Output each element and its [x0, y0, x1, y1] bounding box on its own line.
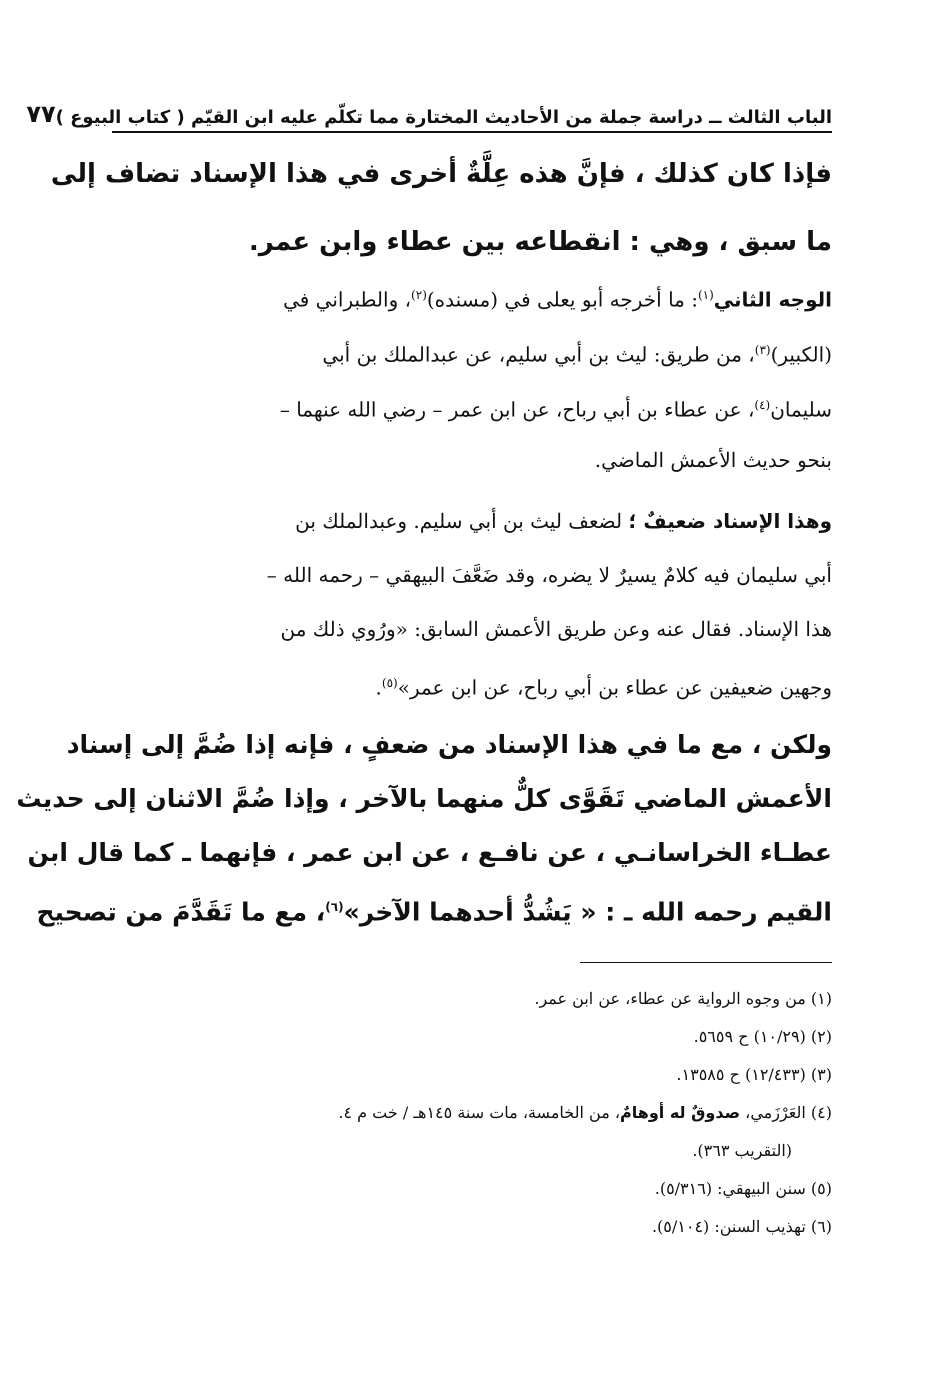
footnote-ref[interactable]: (١): [697, 288, 714, 302]
grading-term: صدوقٌ له أوهامٌ: [620, 1103, 741, 1122]
text-run: ، مع ما تَقَدَّمَ من تصحيح: [36, 897, 326, 927]
page-number: ٧٧: [26, 100, 56, 128]
footnote-ref[interactable]: (٤): [754, 398, 771, 412]
paragraph-line: [120, 268, 832, 323]
text-run: سليمان: [770, 397, 832, 422]
footnote-ref[interactable]: (٢): [411, 288, 427, 302]
text-run: : ما أخرجه أبو يعلى في (مسنده): [426, 287, 698, 312]
text-run: ، عن عطاء بن أبي رباح، عن ابن عمر – رضي الله عنهما –: [279, 397, 755, 422]
paragraph-line: أبي سليمان فيه كلامٌ يسيرٌ لا يضره، وقد ضَعَّفَ البيهقي – رحمه الله –: [266, 563, 832, 587]
footnote-ref[interactable]: (٣): [754, 343, 771, 357]
paragraph-line: [120, 323, 832, 378]
header-title: الباب الثالث ــ دراسة جملة من الأحاديث المختارة مما تكلّم عليه ابن القيّم ( كتاب البيوع ): [55, 107, 832, 128]
paragraph-line: فإذا كان كذلك ، فإنَّ هذه عِلَّةٌ أخرى في هذا الإسناد تضاف إلى: [50, 159, 832, 189]
footnote-separator: [580, 962, 832, 963]
text-run: ، والطبراني في: [283, 287, 412, 312]
paragraph-line: [120, 494, 832, 548]
lead-heading: وهذا الإسناد ضعيفٌ ؛: [628, 509, 832, 533]
footnote-4: [120, 1094, 832, 1132]
footnote-ref[interactable]: (٦): [325, 900, 344, 914]
footnote-6: (٦) تهذيب السنن: (٥/١٠٤).: [651, 1217, 832, 1236]
paragraph-line: ولكن ، مع ما في هذا الإسناد من ضعفٍ ، فإنه إذا ضُمَّ إلى إسناد: [66, 730, 832, 759]
text-run: لضعف ليث بن أبي سليم. وعبدالملك بن: [295, 509, 629, 533]
paragraph-line: عطـاء الخراسانـي ، عن نافـع ، عن ابن عمر ، فإنهما ـ كما قال ابن: [27, 838, 832, 867]
paragraph-conclusion: [50, 140, 832, 276]
paragraph-line: الأعمش الماضي تَقَوَّى كلٌّ منهما بالآخر ، وإذا ضُمَّ الاثنان إلى حديث: [16, 784, 832, 813]
text-run: ، من طريق: ليث بن أبي سليم، عن عبدالملك بن أبي: [322, 342, 755, 367]
header-rule: [112, 131, 832, 133]
paragraph-line: ما سبق ، وهي : انقطاعه بين عطاء وابن عمر.: [248, 227, 832, 257]
paragraph-strengthening: [16, 718, 832, 934]
text-run: وجهين ضعيفين عن عطاء بن أبي رباح، عن ابن عمر»: [397, 675, 832, 700]
footnote-1: (١) من وجوه الرواية عن عطاء، عن ابن عمر.: [534, 989, 832, 1008]
text-run: (٤) العَرْزَمي،: [740, 1103, 832, 1122]
paragraph-line: بنحو حديث الأعمش الماضي.: [594, 448, 832, 472]
footnotes: [120, 980, 832, 1246]
text-run: ، من الخامسة، مات سنة ١٤٥هـ / خت م ٤.: [338, 1103, 621, 1122]
paragraph-second-route: [120, 268, 832, 488]
paragraph-line: [120, 378, 832, 433]
lead-heading: الوجه الثاني: [713, 287, 832, 312]
footnote-3: (٣) (١٢/٤٣٣) ح ١٣٥٨٥.: [676, 1065, 832, 1084]
text-run: .: [375, 675, 382, 700]
paragraph-line: [36, 880, 832, 934]
text-run: القيم رحمه الله ـ : « يَشُدُّ أحدهما الآخر»: [343, 897, 832, 927]
footnote-4-continued: (التقريب ٣٦٣).: [692, 1141, 792, 1160]
paragraph-weak-chain: [120, 494, 832, 710]
paragraph-line: [120, 656, 832, 710]
footnote-5: (٥) سنن البيهقي: (٥/٣١٦).: [654, 1179, 832, 1198]
paragraph-line: هذا الإسناد. فقال عنه وعن طريق الأعمش السابق: «ورُوي ذلك من: [280, 617, 832, 641]
text-run: (الكبير): [770, 342, 832, 367]
footnote-2: (٢) (١٠/٢٩) ح ٥٦٥٩.: [693, 1027, 832, 1046]
running-header: [26, 92, 832, 128]
footnote-ref[interactable]: (٥): [381, 676, 398, 690]
